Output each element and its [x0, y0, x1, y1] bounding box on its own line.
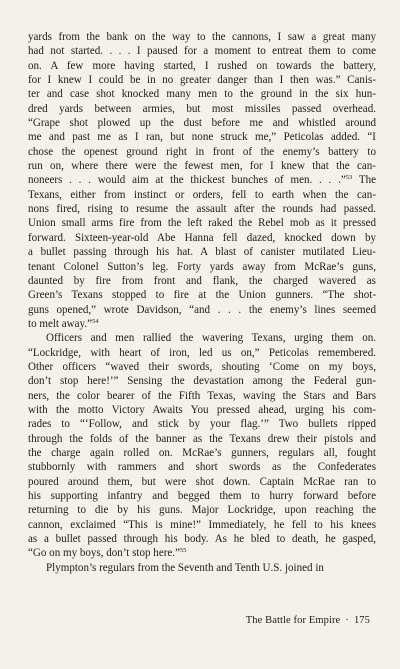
text-line: run on, where there were the fewest men, for I knew that the can-: [28, 160, 376, 173]
text-line: on. A few more having started, I rushed on towards the battery,: [28, 59, 376, 72]
text-line: Plympton’s regulars from the Seventh and Tenth U.S. joined in: [46, 561, 324, 574]
paragraph: [28, 561, 376, 575]
body-text: [28, 30, 376, 575]
text-line: Other officers “waved their swords, shouting ‘Come on my boys,: [28, 360, 376, 373]
text-line: “Lockridge, with heart of iron, led us on,” Peticolas remembered.: [28, 346, 376, 359]
text-line: ter and case shot knocked many men to the ground in the six hun-: [28, 88, 376, 101]
text-line: tenant Colonel Sutton’s leg. Forty yards away from McRae’s guns,: [28, 260, 376, 273]
text-line: dred yards between armies, but most missiles passed overhead.: [28, 102, 376, 115]
page-number: 175: [353, 615, 370, 626]
text-line: a bullet passing through his hat. A blast of canister mutilated Lieu-: [28, 246, 376, 259]
running-title: The Battle for Empire: [245, 615, 341, 626]
text-line: had not started. . . . I paused for a moment to entreat them to come: [28, 45, 376, 58]
text-line: Green’s Texans stopped to fire at the Union gunners. “The shot-: [28, 289, 376, 302]
text-line: daunted by fire from front and flank, the charged wavered as: [28, 274, 376, 287]
text-line: Officers and men rallied the wavering Texans, urging them on.: [46, 332, 376, 345]
text-line: stubbornly with rammers and short swords as the Confederates: [28, 461, 376, 474]
footnote-marker: 54: [92, 317, 99, 325]
text-line: yards from the bank on the way to the cannons, I saw a great many: [28, 31, 376, 43]
text-line: to melt away.”$^{54}$: [28, 317, 99, 330]
footnote-marker: 55: [179, 547, 187, 555]
text-line: through the folds of the banner as the Texans drew their pistols and: [28, 432, 376, 445]
text-line: “Go on my boys, don’t stop here.”$^{55}$: [28, 547, 187, 560]
text-line: me and past me as I ran, but none struck me,” Peticolas added. “I: [28, 131, 376, 144]
text-line: as a bullet passed through his body. As he bled to death, he gasped,: [28, 533, 376, 546]
paragraph: [28, 30, 376, 331]
text-line: with the motto Victory Awaits You pressed ahead, urging his com-: [28, 403, 376, 416]
text-line: Texans, either from instinct or orders, fell to earth when the can-: [28, 188, 376, 201]
text-line: ners, the color bearer of the Fifth Texas, waving the Stars and Bars: [28, 389, 376, 402]
page-footer: [246, 615, 370, 626]
text-line: Union small arms fire from the left raked the Rebel mob as it pressed: [28, 217, 376, 230]
text-line: nons fired, rising to resume the assault after the rounds had passed.: [28, 203, 376, 216]
text-line: guns opened,” wrote Davidson, “and . . . the enemy’s lines seemed: [28, 303, 376, 316]
text-line: rades to “‘Follow, and stick by your flag.’” Two bullets ripped: [28, 418, 376, 431]
text-line: noneers . . . would aim at the thickest bunches of men. . . .”$^{53}$ The: [28, 174, 376, 187]
text-line: forward. Sixteen-year-old Abe Hanna fell dazed, knocked down by: [28, 231, 376, 244]
paragraph: [28, 331, 376, 561]
text-line: poured around them, but were shot down. Captain McRae ran to: [28, 475, 376, 488]
text-line: chose the openest ground right in front of the enemy’s battery to: [28, 145, 376, 158]
text-line: returning to die by his guns. Major Lockridge, upon reaching the: [28, 504, 376, 517]
text-line: don’t stop here!’” Sensing the devastation among the Federal gun-: [28, 375, 376, 388]
text-line: for I knew I could be in no greater danger than I then was.” Canis-: [28, 74, 376, 87]
text-line: cannon, exclaimed “This is mine!” Immediately, he fell to his knees: [28, 518, 376, 531]
footer-separator: ·: [345, 615, 349, 626]
text-line: his supporting infantry and begged them to hurry forward before: [28, 490, 376, 502]
text-line: the charge again rolled on. McRae’s gunners, regulars all, fought: [28, 446, 376, 459]
text-line: “Grape shot plowed up the dust before me and whistled around: [28, 117, 376, 130]
footnote-marker: 53: [345, 174, 353, 182]
